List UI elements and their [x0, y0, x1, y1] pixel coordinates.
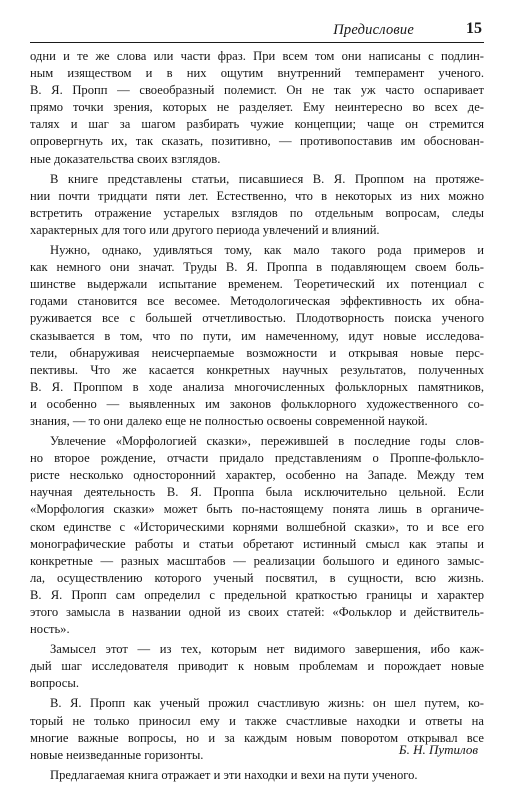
paragraph: [30, 767, 484, 784]
text-line: ные доказательства своих взглядов.: [30, 151, 221, 166]
text-line: В. Я. Проппом в ходе анализа многочисленных фольклорных памятников,: [30, 379, 484, 394]
paragraph: [30, 433, 484, 638]
text-line: шинстве выдержали испытание временем. Теоретический их потенциал с: [30, 277, 484, 292]
paragraph: [30, 242, 484, 430]
text-line: ристе несколько односторонний характер, особенно на Западе. Между тем: [30, 468, 484, 483]
text-line: Увлечение «Морфологией сказки», пережившей в последние годы слов-: [50, 434, 484, 449]
text-line: тели, обнаруживая неисчерпаемые возможности и открывая новые перс-: [30, 345, 484, 360]
text-line: дый шаг исследователя приводит к новым проблемам и порождает новые: [30, 659, 484, 674]
text-line: сказывается в том, что по пути, им намеченному, идут новые исследова-: [30, 328, 484, 343]
text-line: вопросы.: [30, 676, 80, 691]
text-line: пективы. Что же касается конкретных научных результатов, полученных: [30, 362, 484, 377]
text-line: ском единстве с «Историческими корнями волшебной сказки», то и все его: [30, 519, 484, 534]
text-line: В книге представлены статьи, писавшиеся В. Я. Проппом на протяже-: [50, 171, 484, 186]
running-header-title: Предисловие: [333, 22, 414, 38]
running-header: [30, 16, 484, 43]
text-line: прямо точки зрения, которых не разделяет. Ему неинтересно во всех де-: [30, 100, 484, 115]
text-line: нии почти тридцати пяти лет. Естественно, что в некоторых из них можно: [30, 188, 484, 203]
text-line: опровергнуть их, так сказать, позитивно, — противопоставив им обоснован-: [30, 134, 484, 149]
text-line: В. Я. Пропп — своеобразный полемист. Он не так уж часто оспаривает: [30, 83, 484, 98]
paragraph: [30, 48, 484, 168]
text-line: как немного они значат. Труды В. Я. Проппа в подавляющем своем боль-: [30, 260, 484, 275]
body-text: [30, 48, 484, 784]
text-line: встретить отражение устарелых взглядов по отдельным вопросам, следы: [30, 205, 484, 220]
author-signature: Б. Н. Путилов: [398, 742, 478, 757]
paragraph: [30, 641, 484, 692]
text-line: новые неизведанные горизонты.: [30, 747, 204, 762]
text-line: Замысел этот — из тех, которым нет видимого завершения, ибо каж-: [50, 642, 484, 657]
text-line: Предлагаемая книга отражает и эти находки и вехи на пути ученого.: [50, 767, 418, 782]
page-number: 15: [466, 20, 482, 37]
text-line: знания, — то они далеко еще не полностью освоены современной наукой.: [30, 413, 428, 428]
text-line: монографические работы и статьи обретают истинный смысл как этапы и: [30, 536, 484, 551]
text-line: характерных для того или другого периода увлечений и влияний.: [30, 222, 380, 237]
text-line: В. Я. Пропп сам определил с предельной краткостью границы и характер: [30, 587, 484, 602]
text-line: ным изяществом и в них ощутим внутренний темперамент ученого.: [30, 66, 484, 81]
text-line: ла, осуществлению которого ученый посвятил, в сущности, всю жизнь.: [30, 570, 484, 585]
paragraph: [30, 171, 484, 239]
text-line: талях и шаг за шагом разбирать чужие концепции; чаще он стремится: [30, 117, 484, 132]
text-line: одни и те же слова или части фраз. При всем том они написаны с подлин-: [30, 49, 484, 63]
text-line: торый не только приносил ему и также счастливые находки и ответы на: [30, 713, 484, 728]
text-line: руживается все с большей отчетливостью. Плодотворность поиска ученого: [30, 311, 484, 326]
text-line: многие важные вопросы, но и за каждым новым поворотом открывал все: [30, 730, 484, 745]
text-line: но второе рождение, отчасти придало представлениям о Проппе-фолькло-: [30, 451, 484, 466]
text-line: научная деятельность В. Я. Проппа была исключительно цельной. Если: [30, 485, 484, 500]
text-line: ность».: [30, 622, 70, 637]
text-line: В. Я. Пропп как ученый прожил счастливую жизнь: он шел путем, ко-: [50, 696, 484, 711]
text-line: Нужно, однако, удивляться тому, как мало такого рода примеров и: [50, 243, 484, 258]
text-line: и особенно — выявленных им законов фольклорного художественного со-: [30, 396, 484, 411]
text-line: этого замысла в названии одной из своих статей: «Фольклор и действитель-: [30, 605, 484, 619]
text-line: «Морфология сказки» может быть по-настоящему понята лишь в органиче-: [30, 502, 484, 517]
text-line: годами становится все весомее. Методологическая эффективность их обна-: [30, 294, 484, 309]
text-line: конкретные — разных масштабов — реализации большого и единого замыс-: [30, 553, 484, 568]
